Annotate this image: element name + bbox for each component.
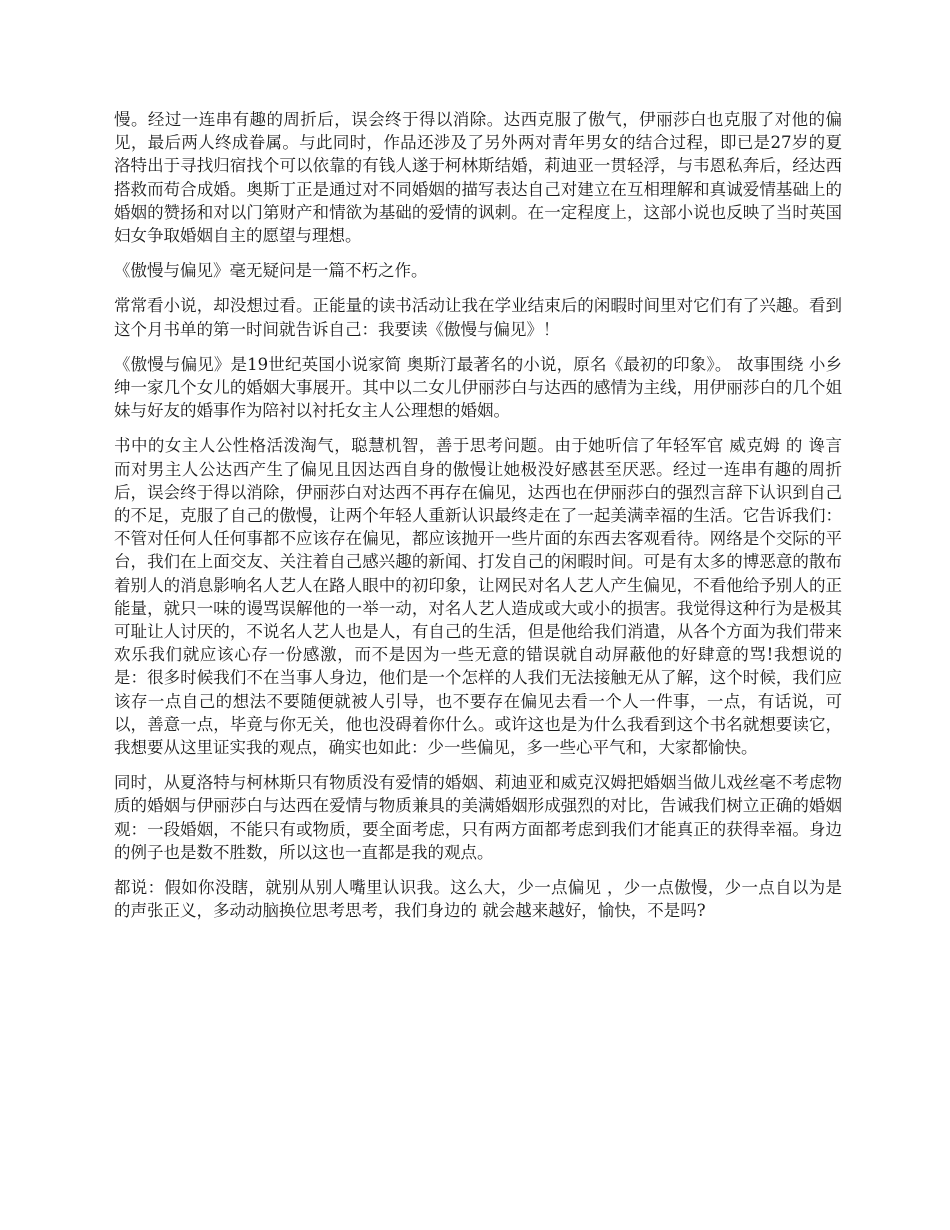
paragraph: 常常看小说，却没想过看。正能量的读书活动让我在学业结束后的闲暇时间里对它们有了兴趣。看到这个月书单的第一时间就告诉自己：我要读《傲慢与偏见》！ xyxy=(114,296,842,339)
paragraph: 《傲慢与偏见》是19世纪英国小说家简 奥斯汀最著名的小说，原名《最初的印象》。 故事围绕 小乡绅一家几个女儿的婚姻大事展开。其中以二女儿伊丽莎白与达西的感情为主线，用伊丽莎白的几个姐妹与好友的婚事作为陪衬以衬托女主人公理想的婚姻。 xyxy=(114,354,842,421)
paragraph: 《傲慢与偏见》毫无疑问是一篇不朽之作。 xyxy=(114,261,428,281)
paragraph: 同时，从夏洛特与柯林斯只有物质没有爱情的婚姻、莉迪亚和威克汉姆把婚姻当做儿戏丝毫不考虑物质的婚姻与伊丽莎白与达西在爱情与物质兼具的美满婚姻形成强烈的对比，告诫我们树立正确的婚姻观：一段婚姻，不能只有或物质，要全面考虑，只有两方面都考虑到我们才能真正的获得幸福。身边的例子也是数不胜数，所以这也一直都是我的观点。 xyxy=(114,773,842,862)
paragraph: 书中的女主人公性格活泼淘气，聪慧机智，善于思考问题。由于她听信了年轻军官 威克姆 的 谗言 而对男主人公达西产生了偏见且因达西自身的傲慢让她极没好感甚至厌恶。经过一连串有趣的周折后，误会终于得以消除，伊丽莎白对达西不再存在偏见，达西也在伊丽莎白的强烈言辞下认识到自己的不足，克服了自己的傲慢，让两个年轻人重新认识最终走在了一起美满幸福的生活。它告诉我们：不管对任何人任何事都不应该存在偏见，都应该抛开一些片面的东西去客观看待。网络是个交际的平台，我们在上面交友、关注着自己感兴趣的新闻、打发自己的闲暇时间。可是有太多的博恶意的散布着别人的消息影响名人艺人在路人眼中的初印象，让网民对名人艺人产生偏见，不看他给予别人的正能量，就只一味的谩骂误解他的一举一动，对名人艺人造成或大或小的损害。我觉得这种行为是极其可耻让人讨厌的，不说名人艺人也是人，有自己的生活，但是他给我们消遣，从各个方面为我们带来欢乐我们就应该心存一份感激，而不是因为一些无意的错误就自动屏蔽他的好肆意的骂!我想说的是：很多时候我们不在当事人身边，他们是一个怎样的人我们无法接触无从了解，这个时候，我们应该存一点自己的想法不要随便就被人引导，也不要存在偏见去看一个人一件事，一点，有话说，可以，善意一点，毕竟与你无关，他也没碍着你什么。或许这也是为什么我看到这个书名就想要读它，我想要从这里证实我的观点，确实也如此：少一些偏见，多一些心平气和，大家都愉快。 xyxy=(114,436,842,758)
paragraph: 慢。经过一连串有趣的周折后，误会终于得以消除。达西克服了傲气，伊丽莎白也克服了对他的偏见，最后两人终成眷属。与此同时，作品还涉及了另外两对青年男女的结合过程，即已是27岁的夏洛特出于寻找归宿找个可以依靠的有钱人遂于柯林斯结婚，莉迪亚一贯轻浮，与韦恩私奔后，经达西搭救而苟合成婚。奥斯丁正是通过对不同婚姻的描写表达自己对建立在互相理解和真诚爱情基础上的婚姻的赞扬和对以门第财产和情欲为基础的爱情的讽刺。在一定程度上，这部小说也反映了当时英国妇女争取婚姻自主的愿望与理想。 xyxy=(114,110,842,246)
paragraph: 都说：假如你没瞎，就别从别人嘴里认识我。这么大，少一点偏见 ，少一点傲慢，少一点自以为是的声张正义，多动动脑换位思考思考，我们身边的 就会越来越好，愉快，不是吗? xyxy=(114,878,842,921)
document-body xyxy=(114,108,842,935)
